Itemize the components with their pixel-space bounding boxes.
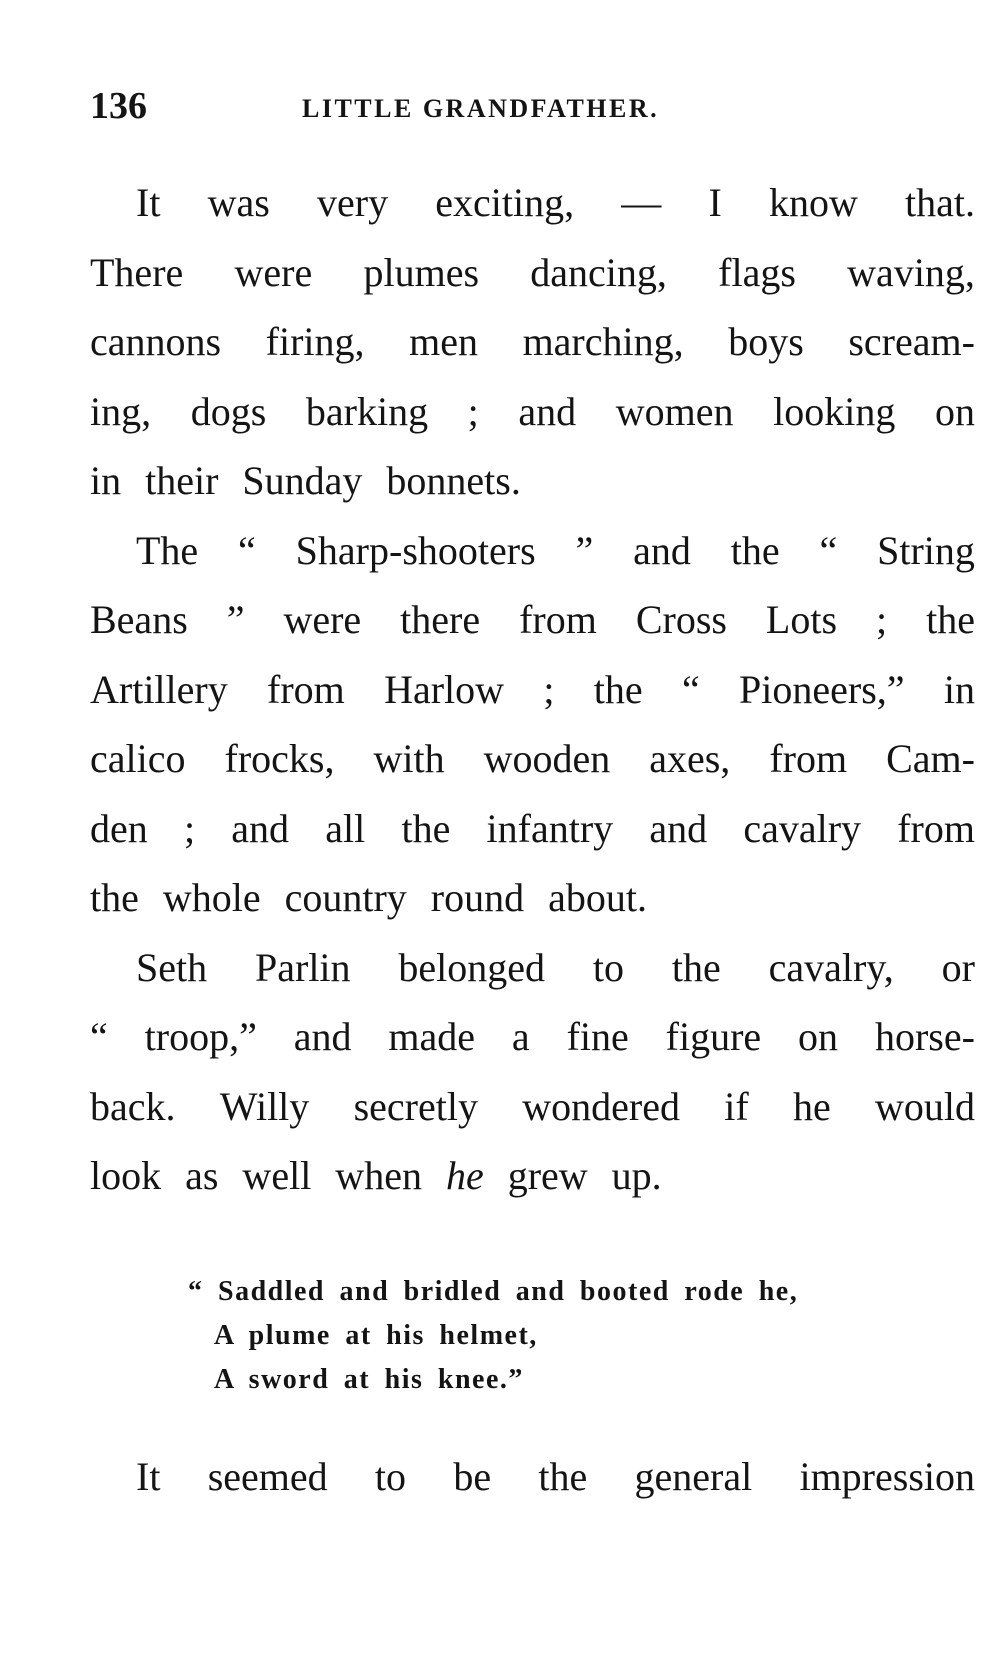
word: there <box>400 597 481 642</box>
word: and <box>293 1014 352 1059</box>
word: boys <box>728 319 804 364</box>
text-line <box>90 178 975 248</box>
word: “ <box>819 527 838 573</box>
text-line: the whole country round about. <box>90 875 647 920</box>
word: firing, <box>265 319 365 364</box>
word: in <box>943 666 975 712</box>
word: ” <box>575 527 594 573</box>
word: Beans <box>90 597 188 642</box>
word: “ <box>90 1014 108 1059</box>
word: impression <box>799 1454 975 1499</box>
word: ” <box>226 597 245 642</box>
word: Artillery <box>90 666 228 712</box>
word: seemed <box>207 1454 328 1499</box>
text-line <box>90 317 975 387</box>
text-line <box>90 665 975 735</box>
word: or <box>941 944 975 990</box>
word: — <box>621 180 662 225</box>
word: that. <box>905 180 975 225</box>
word: if <box>724 1083 749 1129</box>
word: the <box>671 944 721 990</box>
word: marching, <box>522 319 684 364</box>
text-line <box>90 804 975 874</box>
word: plumes <box>363 249 480 295</box>
word: barking <box>305 388 429 434</box>
word: on <box>934 388 975 434</box>
word: a <box>511 1014 530 1059</box>
word: Cross <box>635 597 727 642</box>
word: general <box>634 1454 753 1499</box>
word: Parlin <box>255 944 351 990</box>
word: from <box>769 736 848 781</box>
word: and <box>649 805 708 851</box>
word: to <box>374 1454 407 1499</box>
word: cavalry, <box>768 944 894 990</box>
word: made <box>388 1014 476 1059</box>
text-line <box>90 526 975 596</box>
text-fragment: grew up. <box>507 1153 662 1198</box>
word: Sharp-shooters <box>295 527 536 573</box>
word: wondered <box>522 1083 680 1129</box>
word: The <box>136 527 199 573</box>
word: exciting, <box>435 180 575 225</box>
word: be <box>453 1454 492 1499</box>
text-line <box>90 595 975 665</box>
word: wooden <box>483 736 611 781</box>
word: cannons <box>90 319 222 364</box>
word: flags <box>718 249 796 295</box>
word: frocks, <box>224 736 335 781</box>
word: cavalry <box>743 805 862 851</box>
page-number: 136 <box>90 85 147 127</box>
word: axes, <box>649 736 731 781</box>
word: infantry <box>486 805 614 851</box>
word: Cam- <box>886 736 975 781</box>
body-text <box>90 178 975 1221</box>
word: waving, <box>847 249 975 295</box>
text-fragment: look as well when <box>90 1153 422 1198</box>
word: from <box>519 597 597 642</box>
word: troop,” <box>144 1014 257 1059</box>
word: the <box>593 666 643 712</box>
word: calico <box>90 736 186 781</box>
word: ; <box>543 666 555 712</box>
word: It <box>136 180 161 225</box>
emphasized-word: he <box>445 1153 484 1198</box>
word: were <box>234 249 313 295</box>
text-line <box>90 943 975 1013</box>
word: he <box>792 1083 831 1129</box>
word: It <box>136 1454 161 1499</box>
text-line <box>90 1012 975 1082</box>
word: scream- <box>848 319 975 364</box>
verse-line: A sword at his knee.” <box>214 1364 524 1395</box>
verse-quotation <box>188 1270 798 1402</box>
verse-line: “ Saddled and bridled and booted rode he, <box>188 1276 799 1307</box>
word: looking <box>773 388 896 434</box>
text-line: in their Sunday bonnets. <box>90 458 521 503</box>
word: and <box>231 805 290 851</box>
word: I <box>708 180 722 225</box>
word: fine <box>566 1014 629 1059</box>
word: dancing, <box>530 249 667 295</box>
word: with <box>373 736 445 781</box>
closing-line <box>136 1452 975 1502</box>
text-line <box>90 248 975 318</box>
word: were <box>283 597 362 642</box>
word: would <box>875 1083 975 1129</box>
word: from <box>267 666 345 712</box>
word: the <box>730 527 780 573</box>
running-title: LITTLE GRANDFATHER. <box>302 94 660 123</box>
word: women <box>615 388 734 434</box>
word: from <box>897 805 975 851</box>
word: know <box>768 180 858 225</box>
word: Lots <box>765 597 838 642</box>
word: String <box>877 527 975 573</box>
word: ; <box>876 597 888 642</box>
word: Harlow <box>384 666 505 712</box>
word: men <box>409 319 478 364</box>
page-header <box>90 84 970 134</box>
word: the <box>538 1454 588 1499</box>
word: very <box>317 180 389 225</box>
verse-line: A plume at his helmet, <box>214 1320 538 1351</box>
word: on <box>798 1014 839 1059</box>
word: Seth <box>136 944 208 990</box>
word: ing, <box>90 388 152 434</box>
word: There <box>90 249 184 295</box>
word: figure <box>665 1014 762 1059</box>
word: Willy <box>219 1083 310 1129</box>
word: dogs <box>190 388 267 434</box>
word: secretly <box>353 1083 478 1129</box>
word: and <box>633 527 691 573</box>
word: ; <box>467 388 479 434</box>
text-line-with-emphasis <box>90 1151 975 1221</box>
word: belonged <box>398 944 546 990</box>
word: horse- <box>874 1014 975 1059</box>
word: Pioneers,” <box>739 666 905 712</box>
text-line <box>90 1082 975 1152</box>
text-line <box>90 387 975 457</box>
word: all <box>325 805 366 851</box>
word: the <box>401 805 451 851</box>
word: “ <box>238 527 256 573</box>
word: was <box>207 180 270 225</box>
word: the <box>926 597 975 642</box>
word: back. <box>90 1083 176 1129</box>
word: and <box>518 388 577 434</box>
word: ; <box>183 805 196 851</box>
word: den <box>90 805 148 851</box>
text-line <box>90 734 975 804</box>
word: “ <box>681 666 700 712</box>
word: to <box>592 944 625 990</box>
